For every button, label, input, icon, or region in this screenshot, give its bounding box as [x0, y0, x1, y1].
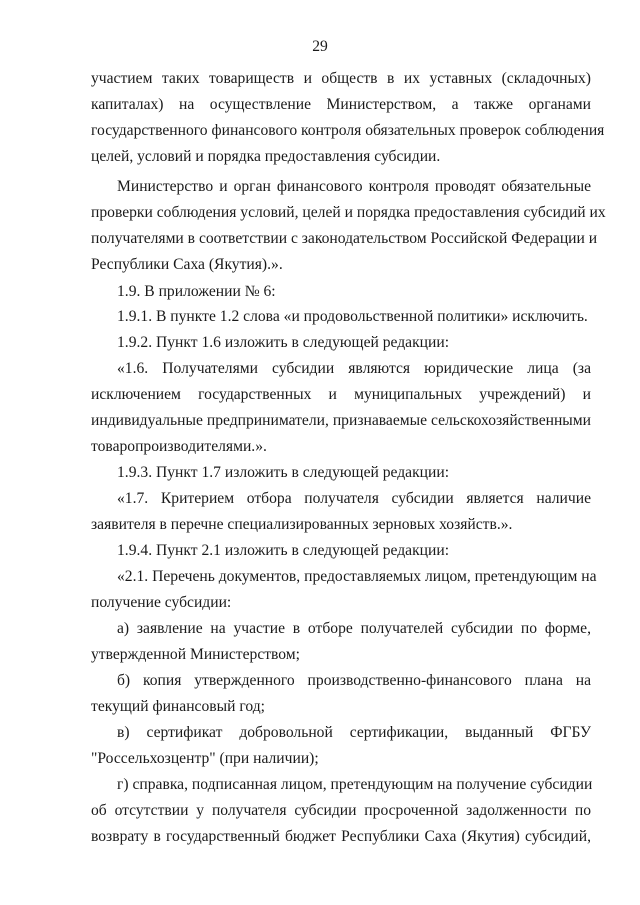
text-line: индивидуальные предприниматели, признаваемые сельскохозяйственными: [91, 412, 591, 429]
text-line: 1.9.3. Пункт 1.7 изложить в следующей редакции:: [117, 464, 450, 481]
text-line: возврату в государственный бюджет Республики Саха (Якутия) субсидий,: [91, 828, 591, 845]
text-line: целей, условий и порядка предоставления субсидии.: [91, 148, 441, 165]
text-line: заявителя в перечне специализированных зерновых хозяйств.».: [91, 516, 513, 533]
text-line: получателями в соответствии с законодательством Российской Федерации и: [91, 230, 598, 247]
text-line: 1.9.2. Пункт 1.6 изложить в следующей редакции:: [117, 334, 450, 351]
text-line: Республики Саха (Якутия).».: [91, 256, 283, 273]
text-line: г) справка, подписанная лицом, претендующим на получение субсидии: [117, 776, 593, 793]
text-line: капиталах) на осуществление Министерством, а также органами: [91, 96, 591, 113]
text-line: Министерство и орган финансового контроля проводят обязательные: [117, 178, 591, 195]
page-number: 29: [312, 38, 328, 55]
text-line: б) копия утвержденного производственно-финансового плана на: [117, 672, 591, 689]
text-line: проверки соблюдения условий, целей и порядка предоставления субсидий их: [91, 204, 606, 221]
text-line: исключением государственных и муниципальных учреждений) и: [91, 386, 591, 403]
text-line: текущий финансовый год;: [91, 698, 265, 715]
text-line: «1.7. Критерием отбора получателя субсидии является наличие: [117, 490, 591, 507]
text-line: утвержденной Министерством;: [91, 646, 301, 663]
text-line: товаропроизводителями.».: [91, 438, 267, 455]
text-line: об отсутствии у получателя субсидии просроченной задолженности по: [91, 802, 591, 819]
text-line: 1.9.1. В пункте 1.2 слова «и продовольственной политики» исключить.: [117, 308, 588, 325]
text-line: "Россельхозцентр" (при наличии);: [91, 750, 319, 767]
text-line: государственного финансового контроля обязательных проверок соблюдения: [91, 122, 605, 139]
text-line: «1.6. Получателями субсидии являются юридические лица (за: [117, 360, 591, 377]
text-line: получение субсидии:: [91, 594, 232, 611]
text-line: а) заявление на участие в отборе получателей субсидии по форме,: [117, 620, 591, 637]
text-line: «2.1. Перечень документов, предоставляемых лицом, претендующим на: [117, 568, 597, 585]
text-line: в) сертификат добровольной сертификации, выданный ФГБУ: [117, 724, 591, 741]
text-line: 1.9. В приложении № 6:: [117, 283, 276, 300]
text-line: 1.9.4. Пункт 2.1 изложить в следующей редакции:: [117, 542, 450, 559]
text-line: участием таких товариществ и обществ в их уставных (складочных): [91, 70, 591, 87]
